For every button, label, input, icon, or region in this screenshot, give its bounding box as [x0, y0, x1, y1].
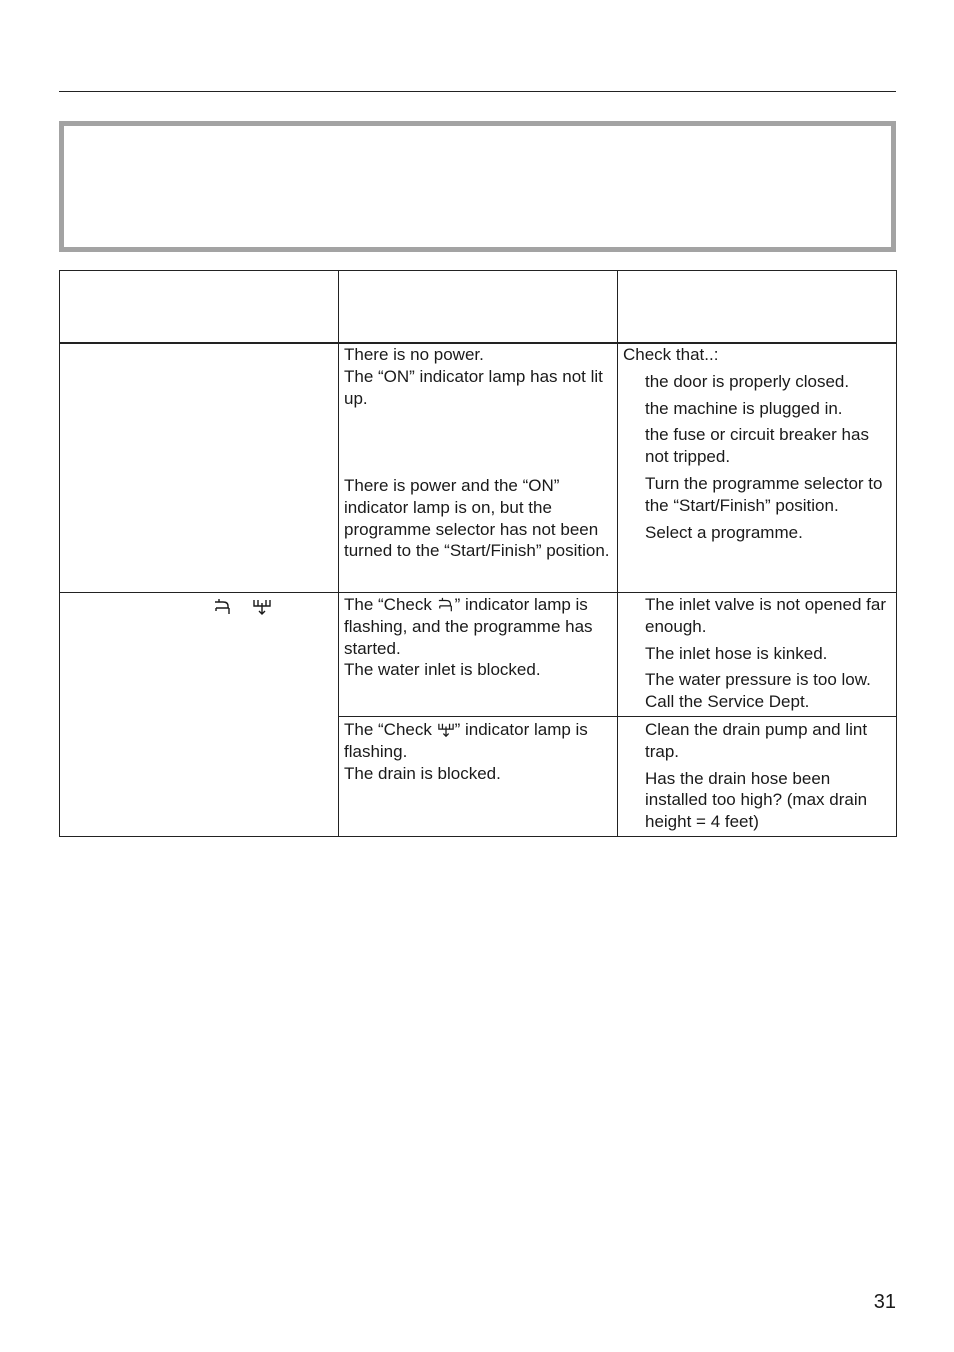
cause-line: The drain is blocked. [344, 763, 501, 783]
tap-icon [437, 597, 455, 613]
row2-remedy-drain [623, 719, 893, 833]
tap-icon [213, 598, 233, 616]
drain-icon [437, 722, 455, 738]
remedy-item: the fuse or circuit breaker has not tripped. [645, 425, 869, 467]
row2-problem-icons [213, 597, 333, 619]
remedy-intro: Check that..: [623, 345, 719, 364]
page-number: 31 [873, 1291, 896, 1313]
cause-line: There is power and the “ON” indicator lamp is on, but the programme selector has not been turned to the “Start/Finish” position. [344, 476, 610, 561]
remedy-item: Clean the drain pump and lint trap. [645, 720, 868, 761]
row2-cause-inlet: The “Check ” indicator lamp is flashing, and the programme has started. The water inlet is blocked. [344, 594, 612, 681]
remedy-item: The inlet hose is kinked. [645, 643, 828, 663]
cause-line: There is no power. [344, 345, 484, 364]
row1-cause-no-power [344, 344, 612, 409]
row1-cause-selector [344, 475, 612, 562]
remedy-item: Select a programme. [645, 522, 803, 542]
remedy-item: The water pressure is too low. Call the Service Dept. [645, 670, 871, 712]
cause-line: The “ON” indicator lamp has not lit up. [344, 366, 603, 408]
section-title-box [59, 121, 896, 252]
row2-cause-drain: The “Check ” indicator lamp is flashing. The drain is blocked. [344, 719, 612, 784]
remedy-item: the machine is plugged in. [645, 398, 843, 418]
remedy-item: Has the drain hose been installed too high? (max drain height = 4 feet) [645, 768, 868, 832]
row2-remedy-inlet [623, 594, 893, 713]
row1-remedy [623, 344, 893, 543]
remedy-item: Turn the programme selector to the “Start/Finish” position. [645, 473, 883, 515]
cause-line: The water inlet is blocked. [344, 660, 541, 680]
drain-icon [252, 598, 272, 616]
top-rule [59, 91, 896, 92]
remedy-item: the door is properly closed. [645, 371, 850, 391]
remedy-item: The inlet valve is not opened far enough. [645, 595, 886, 636]
